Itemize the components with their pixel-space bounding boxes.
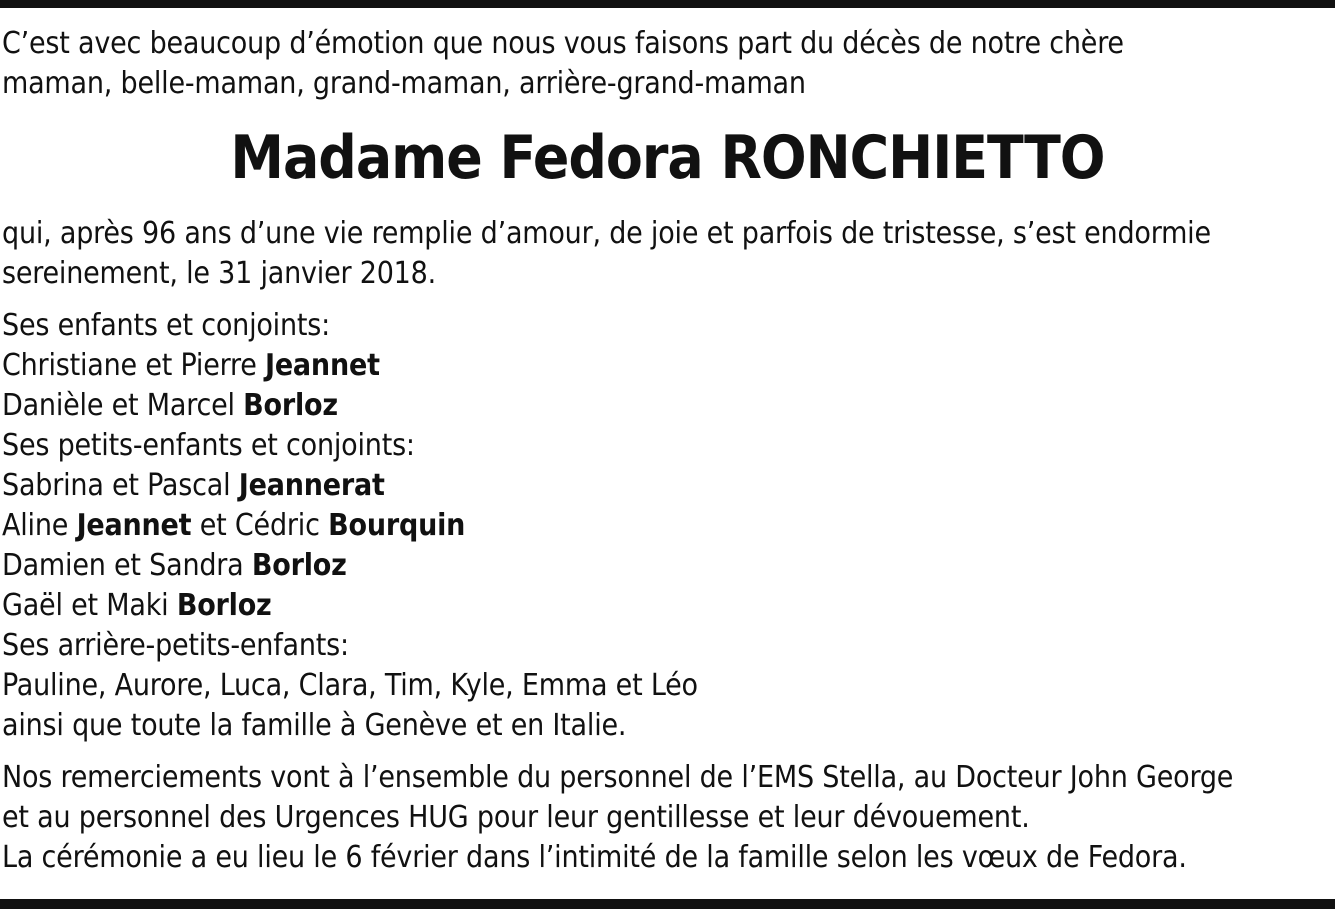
bio-line-2: sereinement, le 31 janvier 2018. (2, 256, 436, 291)
thanks-line-2: et au personnel des Urgences HUG pour leur gentillesse et leur dévouement. (2, 800, 1030, 835)
thanks-line-1: Nos remerciements vont à l’ensemble du personnel de l’EMS Stella, au Docteur John George (2, 760, 1234, 795)
grandchild-surname: Jeannet (76, 508, 192, 543)
grandchild-given-name: Aline (2, 508, 77, 543)
grandchild-partner-name: et Cédric (191, 508, 329, 543)
intro-paragraph (2, 24, 1124, 104)
ceremony-line: La cérémonie a eu lieu le 6 février dans l’intimité de la famille selon les vœux de Fedora. (2, 840, 1187, 875)
child-surname: Borloz (243, 388, 338, 423)
intro-line-1: C’est avec beaucoup d’émotion que nous vous faisons part du décès de notre chère (2, 26, 1124, 61)
grandchild-given-names: Gaël et Maki (2, 588, 177, 623)
bottom-rule (0, 899, 1335, 909)
child-given-names: Christiane et Pierre (2, 348, 265, 383)
grandchild-entry (2, 546, 698, 586)
bio-paragraph (2, 214, 1211, 294)
grandchildren-heading: Ses petits-enfants et conjoints: (2, 428, 415, 463)
grandchild-entry (2, 586, 698, 626)
grandchild-given-names: Damien et Sandra (2, 548, 252, 583)
grandchild-surname: Borloz (176, 588, 272, 623)
thanks-paragraph (2, 758, 1233, 878)
family-list (2, 306, 698, 746)
child-entry (2, 346, 698, 386)
extended-family: ainsi que toute la famille à Genève et en Italie. (2, 708, 627, 743)
grandchild-surname: Jeannerat (238, 468, 385, 503)
grandchild-entry (2, 466, 698, 506)
child-entry (2, 386, 698, 426)
grandchild-partner-surname: Bourquin (328, 508, 466, 543)
top-rule (0, 0, 1335, 8)
bio-line-1: qui, après 96 ans d’une vie remplie d’amour, de joie et parfois de tristesse, s’est endormie (2, 216, 1211, 251)
grandchild-given-names: Sabrina et Pascal (2, 468, 239, 503)
children-heading: Ses enfants et conjoints: (2, 308, 331, 343)
grandchild-entry (2, 506, 698, 546)
great-grandchildren-names: Pauline, Aurore, Luca, Clara, Tim, Kyle, Emma et Léo (2, 668, 698, 703)
intro-line-2: maman, belle-maman, grand-maman, arrière-grand-maman (2, 66, 806, 101)
child-given-names: Danièle et Marcel (2, 388, 244, 423)
great-grandchildren-heading: Ses arrière-petits-enfants: (2, 628, 349, 663)
deceased-name: Madame Fedora RONCHIETTO (230, 123, 1105, 193)
child-surname: Jeannet (264, 348, 380, 383)
grandchild-surname: Borloz (251, 548, 347, 583)
